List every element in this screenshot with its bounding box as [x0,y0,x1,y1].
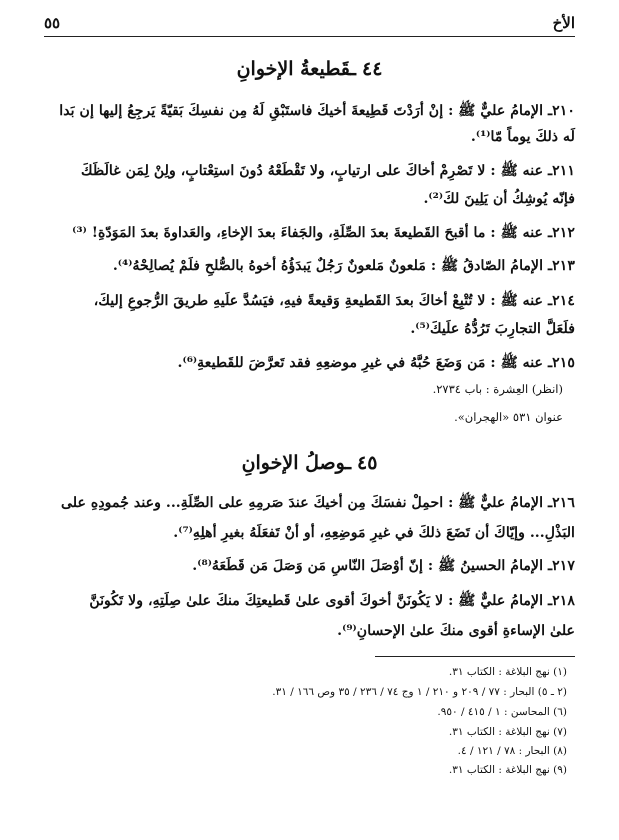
footnote-divider [375,656,575,657]
section-44-title: قَطيعةُ الإخوانِ [236,58,351,80]
hadith-212: ٢١٢ـ عنه ﷺ : ما أقبحَ القَطيعةَ بعدَ الصِّلَةِ، والجَفاءَ بعدَ الإخاءِ، والعَداوةَ بعدَ المَوَدّةِ! ⁽³⁾ [72,225,575,241]
see-also-note-2: عنوان ٥٣١ «الهجران». [454,410,563,424]
section-45-title: وصلُ الإخوانِ [241,452,346,474]
section-44-dash: ـ [350,58,356,80]
see-also-note-1: (انظر) العِشرة : باب ٢٧٣٤. [432,382,563,396]
footnote-6: (٦) المحاسن : ١ / ٤١٥ / ٩٥٠. [437,706,567,718]
section-45-heading [44,452,575,474]
hadith-215: ٢١٥ـ عنه ﷺ : مَن وَضَعَ حُبَّهُ في غيرِ موضعِهِ فقد تَعرَّضَ للقَطيعةِ⁽⁶⁾. [177,355,575,371]
hadith-214-line-2: فلَعَلَّ التجارِبَ تَرُدُّهُ علَيكَ⁽⁵⁾. [410,321,575,337]
hadith-210-line-2: لَه ذلكَ يوماً مّا⁽¹⁾. [470,129,575,145]
footnote-2-5: (٢ ـ ٥) البحار : ٧٧ / ٢٠٩ و ٢١٠ / ١ وج ٧٤ / ٢٣٦ / ٣٥ وص ١٦٦ / ٣١. [272,686,567,698]
hadith-216-line-2: البَذْلِ... وإيّاكَ أن تَضَعَ ذلكَ في غيرِ مَوضِعِهِ، أو أنْ تَفعَلَهُ بغيرِ أهلِهِ⁽⁷⁾. [173,525,575,541]
hadith-213: ٢١٣ـ الإمامُ الصّادقُ ﷺ : مَلعونٌ مَلعونٌ رَجُلٌ يَبدَؤُهُ أخوهُ بالصُّلحِ فلَمْ يُصالِحْهُ⁽⁴⁾. [112,258,575,274]
hadith-216-line-1: ٢١٦ـ الإمامُ عليٌّ ﷺ : احمِلْ نفسَكَ مِن أخيكَ عندَ صَرمِهِ على الصِّلَةِ... وعند جُمودِهِ على [60,495,575,511]
footnote-8: (٨) البحار : ٧٨ / ١٢١ / ٤. [457,745,567,757]
section-45-number: ٤٥ [357,452,378,474]
hadith-210-line-1: ٢١٠ـ الإمامُ عليٌّ ﷺ : إنْ أرَدْتَ قَطِيعةَ أخيكَ فاستَبْقِ لَهُ مِن نفسِكَ بَقيّةً يَرجِعُ إليها إن بَدا [59,103,575,119]
header-title: الأخ [552,14,575,32]
page-number: ٥٥ [44,14,61,32]
footnote-7: (٧) نهج البلاغة : الكتاب ٣١. [448,726,567,738]
section-44-number: ٤٤ [361,58,383,80]
running-header [44,14,575,37]
hadith-211-line-2: فإنّه يُوشِكُ أن يَلِينَ لكَ⁽²⁾. [423,191,575,207]
section-45-dash: ـ [345,452,352,474]
footnote-9: (٩) نهج البلاغة : الكتاب ٣١. [448,764,567,776]
hadith-211-line-1: ٢١١ـ عنه ﷺ : لا تَصْرِمْ أخاكَ على ارتيابٍ، ولا تَقْطَعْهُ دُونَ استِعْتابٍ، ولِنْ لِمَن غالَظَكَ [81,163,575,179]
section-44-heading [44,58,575,80]
hadith-214-line-1: ٢١٤ـ عنه ﷺ : لا تُتْبِعْ أخاكَ بعدَ القَطيعةِ وَقيعةً فيهِ، فيَسُدَّ علَيهِ طريقَ الرُّجوعِ إليكَ، [93,293,575,309]
hadith-218-line-1: ٢١٨ـ الإمامُ عليٌّ ﷺ : لا يَكُونَنَّ أخوكَ أقوى علىٰ قَطيعتِكَ منكَ علىٰ صِلَتِهِ، ولا تَكُونَنَّ [89,593,575,609]
hadith-217: ٢١٧ـ الإمامُ الحسينُ ﷺ : إنّ أوْصَلَ النّاسِ مَن وَصَلَ مَن قَطَعَهُ⁽⁸⁾. [192,558,575,574]
footnote-1: (١) نهج البلاغة : الكتاب ٣١. [448,666,567,678]
hadith-218-line-2: علىٰ الإساءةِ أقوى منكَ علىٰ الإحسانِ⁽⁹⁾. [337,623,575,639]
